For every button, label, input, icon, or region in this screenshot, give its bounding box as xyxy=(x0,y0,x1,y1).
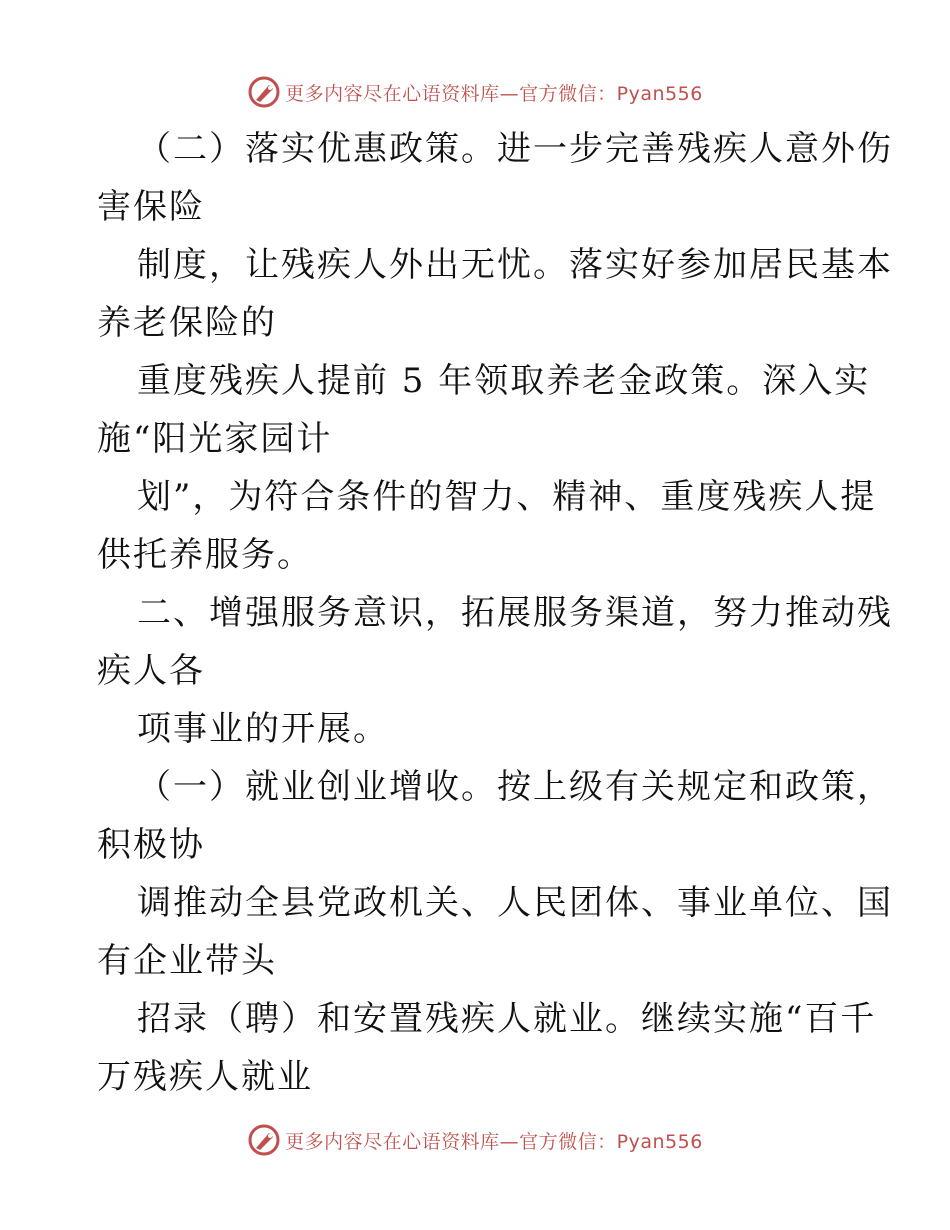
pen-nib-logo-icon xyxy=(247,75,281,109)
header-banner xyxy=(0,72,950,112)
paragraph-line: 害保险 xyxy=(97,187,205,227)
paragraph-line: 施“阳光家园计 xyxy=(97,419,333,459)
paragraph-line: 调推动全县党政机关、人民团体、事业单位、国 xyxy=(137,883,893,923)
footer-banner xyxy=(0,1120,950,1160)
paragraph-line: 供托养服务。 xyxy=(97,535,313,575)
paragraph-line: （二）落实优惠政策。进一步完善残疾人意外伤 xyxy=(137,129,893,169)
paragraph-line: （一）就业创业增收。按上级有关规定和政策， xyxy=(137,767,893,807)
paragraph-line: 招录（聘）和安置残疾人就业。继续实施“百千 xyxy=(137,999,877,1039)
paragraph-line: 划”，为符合条件的智力、精神、重度残疾人提 xyxy=(137,477,877,517)
paragraph-line: 二、增强服务意识，拓展服务渠道，努力推动残 xyxy=(137,593,893,633)
paragraph-line: 积极协 xyxy=(97,825,205,865)
document-body xyxy=(97,120,893,1106)
paragraph-line: 养老保险的 xyxy=(97,303,277,343)
header-banner-text: 更多内容尽在心语资料库—官方微信：Pyan556 xyxy=(285,82,703,105)
footer-banner-text: 更多内容尽在心语资料库—官方微信：Pyan556 xyxy=(285,1130,703,1153)
paragraph-line: 疾人各 xyxy=(97,651,205,691)
paragraph-line: 项事业的开展。 xyxy=(137,709,389,749)
pen-nib-logo-icon xyxy=(247,1123,281,1157)
paragraph-line: 有企业带头 xyxy=(97,941,277,981)
paragraph-line: 万残疾人就业 xyxy=(97,1057,313,1097)
paragraph-line: 制度，让残疾人外出无忧。落实好参加居民基本 xyxy=(137,245,893,285)
paragraph-line: 重度残疾人提前 5 年领取养老金政策。深入实 xyxy=(137,361,871,401)
